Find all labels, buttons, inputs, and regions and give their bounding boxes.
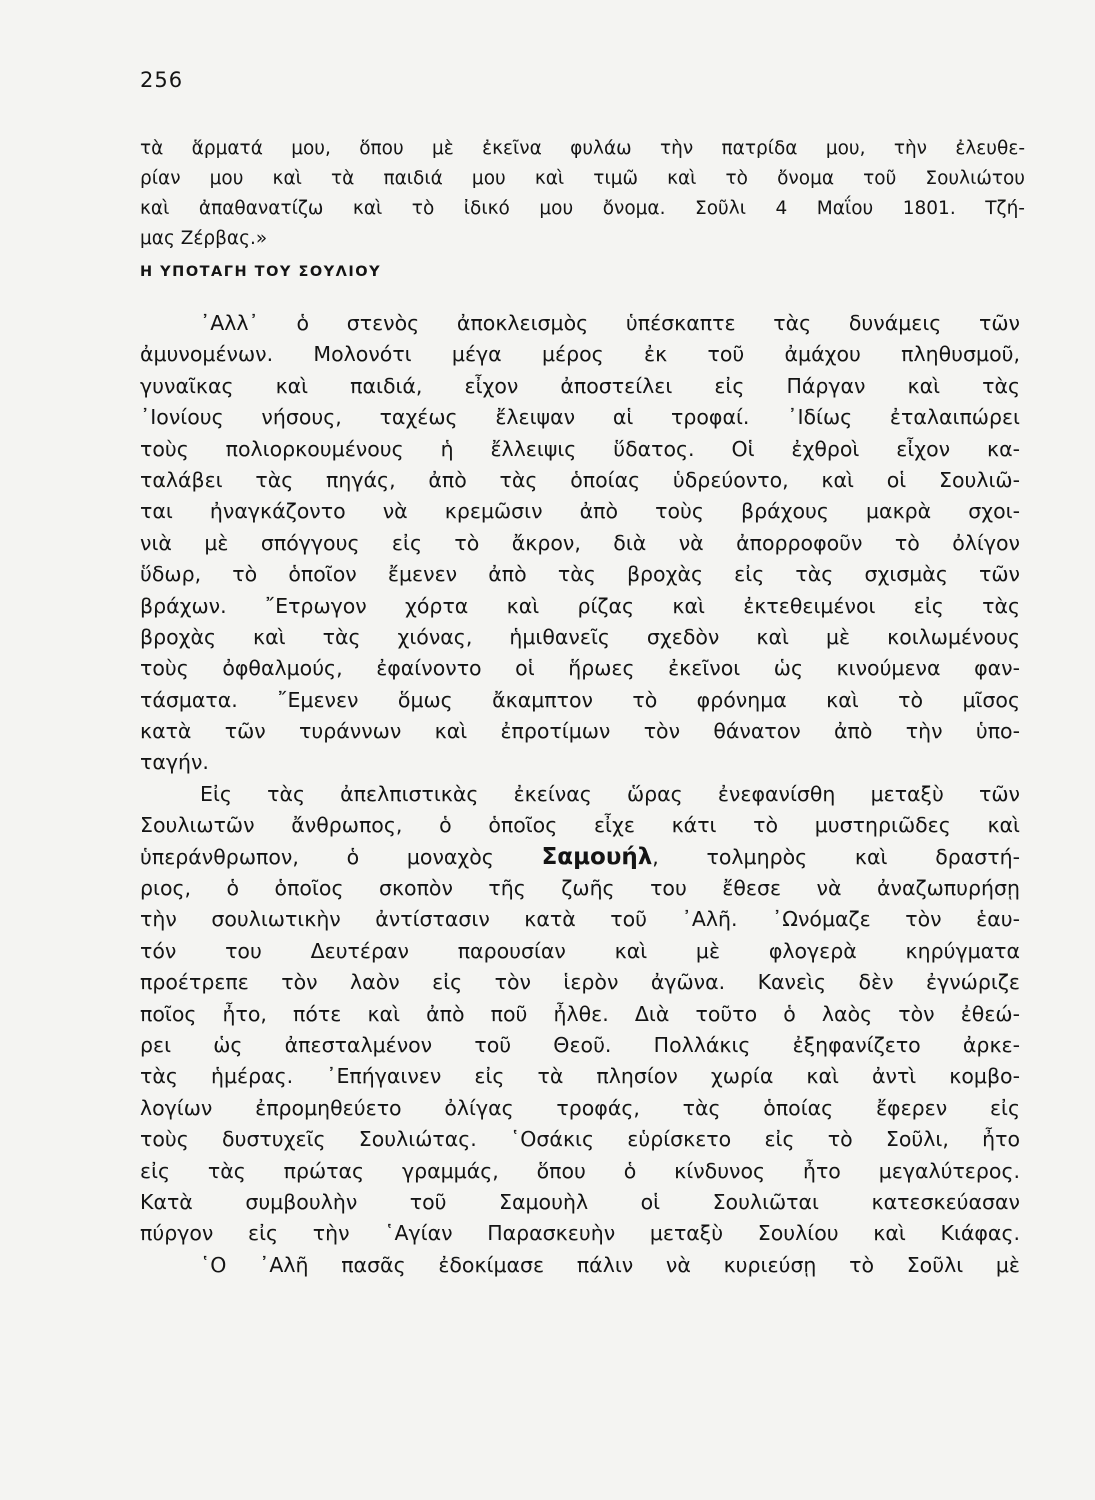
paragraph-line: ἀμυνομένων. Μολονότι μέγα μέρος ἐκ τοῦ ἀμάχου πληθυσμοῦ,	[140, 342, 1020, 367]
paragraph-line-with-name	[140, 842, 1020, 873]
section-heading: Η ΥΠΟΤΑΓΗ ΤΟΥ ΣΟΥΛΙΟΥ	[140, 264, 382, 280]
page-number: 256	[140, 68, 184, 92]
paragraph-line: τάσματα. ῎Εμενεν ὅμως ἄκαμπτον τὸ φρόνημα καὶ τὸ μῖσος	[140, 687, 1020, 712]
quote-continuation	[140, 134, 1025, 254]
paragraph-line: ποῖος ἦτο, πότε καὶ ἀπὸ ποῦ ἦλθε. Διὰ τοῦτο ὁ λαὸς τὸν ἐθεώ-	[140, 1001, 1020, 1026]
paragraph-line: ὕδωρ, τὸ ὁποῖον ἔμενεν ἀπὸ τὰς βροχὰς εἰς τὰς σχισμὰς τῶν	[140, 562, 1020, 587]
body-text	[140, 308, 1020, 1281]
paragraph-line: ταγήν.	[140, 750, 209, 775]
quote-line: τὰ ἅρματά μου, ὅπου μὲ ἐκεῖνα φυλάω τὴν πατρίδα μου, τὴν ἐλευθε-	[140, 138, 1025, 159]
paragraph-line: τὰς ἡμέρας. ᾿Επήγαινεν εἰς τὰ πλησίον χωρία καὶ ἀντὶ κομβο-	[140, 1064, 1020, 1089]
paragraph-line: εἰς τὰς πρώτας γραμμάς, ὅπου ὁ κίνδυνος ἦτο μεγαλύτερος.	[140, 1158, 1020, 1183]
bold-name-samuel: Σαμουήλ	[541, 843, 653, 870]
paragraph-line: πύργον εἰς τὴν ῾Αγίαν Παρασκευὴν μεταξὺ Σουλίου καὶ Κιάφας.	[140, 1221, 1020, 1246]
line-text: ὑπεράνθρωπον, ὁ μοναχὸς	[140, 844, 542, 869]
quote-line: μας Ζέρβας.»	[140, 228, 268, 249]
paragraph-line: ται ἠναγκάζοντο νὰ κρεμῶσιν ἀπὸ τοὺς βράχους μακρὰ σχοι-	[140, 499, 1020, 524]
paragraph-line: ταλάβει τὰς πηγάς, ἀπὸ τὰς ὁποίας ὑδρεύοντο, καὶ οἱ Σουλιῶ-	[140, 467, 1020, 492]
paragraph-line: τὴν σουλιωτικὴν ἀντίστασιν κατὰ τοῦ ᾿Αλῆ. ᾿Ωνόμαζε τὸν ἑαυ-	[140, 907, 1020, 932]
paragraph-line: ῾Ο ᾿Αλῆ πασᾶς ἐδοκίμασε πάλιν νὰ κυριεύσῃ τὸ Σοῦλι μὲ	[200, 1252, 1020, 1277]
paragraph-line: Εἰς τὰς ἀπελπιστικὰς ἐκείνας ὥρας ἐνεφανίσθη μεταξὺ τῶν	[200, 781, 1020, 806]
paragraph-line: Σουλιωτῶν ἄνθρωπος, ὁ ὁποῖος εἶχε κάτι τὸ μυστηριῶδες καὶ	[140, 813, 1020, 838]
quote-line: καὶ ἀπαθανατίζω καὶ τὸ ἰδικό μου ὄνομα. Σοῦλι 4 Μαΐου 1801. Τζή-	[140, 198, 1025, 219]
paragraph-line: κατὰ τῶν τυράννων καὶ ἐπροτίμων τὸν θάνατον ἀπὸ τὴν ὑπο-	[140, 719, 1020, 744]
paragraph-line: Κατὰ συμβουλὴν τοῦ Σαμουὴλ οἱ Σουλιῶται κατεσκεύασαν	[140, 1189, 1020, 1214]
paragraph-line: βροχὰς καὶ τὰς χιόνας, ἡμιθανεῖς σχεδὸν καὶ μὲ κοιλωμένους	[140, 624, 1020, 649]
paragraph-line: προέτρεπε τὸν λαὸν εἰς τὸν ἱερὸν ἀγῶνα. Κανεὶς δὲν ἐγνώριζε	[140, 970, 1020, 995]
paragraph-line: τόν του Δευτέραν παρουσίαν καὶ μὲ φλογερὰ κηρύγματα	[140, 938, 1020, 963]
paragraph-line: ᾿Ιονίους νήσους, ταχέως ἔλειψαν αἱ τροφαί. ᾿Ιδίως ἐταλαιπώρει	[140, 405, 1020, 430]
paragraph-line: ριος, ὁ ὁποῖος σκοπὸν τῆς ζωῆς του ἔθεσε νὰ ἀναζωπυρήσῃ	[140, 876, 1020, 901]
paragraph-line: τοὺς πολιορκουμένους ἡ ἔλλειψις ὕδατος. Οἱ ἐχθροὶ εἶχον κα-	[140, 436, 1020, 461]
paragraph-line: βράχων. ῎Ετρωγον χόρτα καὶ ρίζας καὶ ἐκτεθειμένοι εἰς τὰς	[140, 593, 1020, 618]
paragraph-line: ᾿Αλλ᾿ ὁ στενὸς ἀποκλεισμὸς ὑπέσκαπτε τὰς δυνάμεις τῶν	[200, 311, 1020, 335]
line-text: , τολμηρὸς καὶ δραστή-	[652, 844, 1020, 869]
paragraph-line: γυναῖκας καὶ παιδιά, εἶχον ἀποστείλει εἰς Πάργαν καὶ τὰς	[140, 373, 1020, 398]
paragraph-line: τοὺς δυστυχεῖς Σουλιώτας. ῾Οσάκις εὑρίσκετο εἰς τὸ Σοῦλι, ἦτο	[140, 1127, 1020, 1152]
paragraph-line: λογίων ἐπρομηθεύετο ὀλίγας τροφάς, τὰς ὁποίας ἔφερεν εἰς	[140, 1095, 1020, 1120]
paragraph-line: ρει ὡς ἀπεσταλμένον τοῦ Θεοῦ. Πολλάκις ἐξηφανίζετο ἀρκε-	[140, 1032, 1020, 1057]
quote-line: ρίαν μου καὶ τὰ παιδιά μου καὶ τιμῶ καὶ τὸ ὄνομα τοῦ Σουλιώτου	[140, 168, 1025, 189]
paragraph-line: νιὰ μὲ σπόγγους εἰς τὸ ἄκρον, διὰ νὰ ἀπορροφοῦν τὸ ὀλίγον	[140, 530, 1020, 555]
paragraph-line: τοὺς ὀφθαλμούς, ἐφαίνοντο οἱ ἥρωες ἐκεῖνοι ὡς κινούμενα φαν-	[140, 656, 1020, 681]
